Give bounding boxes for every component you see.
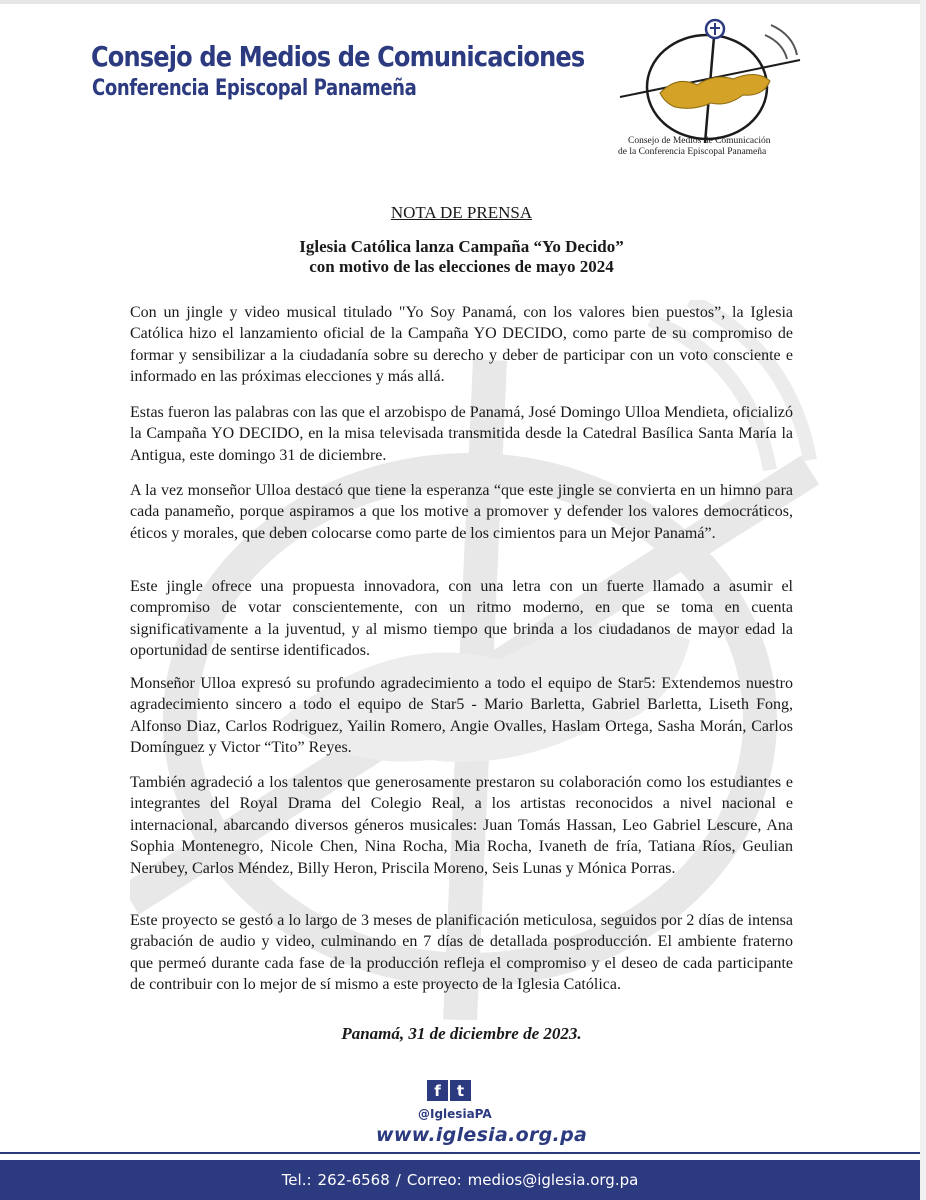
paragraph-4: Este jingle ofrece una propuesta innovadora, con una letra con un fuerte llamado a asumir el compromiso de votar conscientemente, con un ritmo moderno, en que se toma en cuenta significativamente a la juventud, y al mismo tiempo que brinda a los ciudadanos de mayor edad la oportunidad de sentirse identificados. xyxy=(130,578,793,660)
paragraph-7: Este proyecto se gestó a lo largo de 3 meses de planificación meticulosa, seguidos por 2 días de intensa grabación de audio y video, culminando en 7 días de detallada posproducción. El ambiente fraterno que permeó durante cada fase de la producción refleja el compromiso y el deseo de cada participante de contribuir con lo mejor de sí mismo a este proyecto de la Iglesia Católica. xyxy=(130,912,793,994)
email-address[interactable]: medios@iglesia.org.pa xyxy=(467,1171,639,1189)
paragraph-2: Estas fueron las palabras con las que el arzobispo de Panamá, José Domingo Ulloa Mendieta, oficializó la Campaña YO DECIDO, en la misa televisada transmitida desde la Catedral Basílica Santa María la Antigua, este domingo 31 de diciembre. xyxy=(130,404,793,464)
title-line-1: Iglesia Católica lanza Campaña “Yo Decido” xyxy=(299,237,624,256)
paragraph-3: A la vez monseñor Ulloa destacó que tiene la esperanza “que este jingle se convierta en un himno para cada panameño, porque aspiramos a que los motive a promover y defender los valores democráticos, éticos y morales, que deben colocarse como parte de los cimientos para un Mejor Panamá”. xyxy=(130,482,793,542)
title-line-2: con motivo de las elecciones de mayo 2024 xyxy=(309,257,614,276)
right-edge xyxy=(920,0,926,1200)
top-edge xyxy=(0,0,926,4)
social-icons xyxy=(427,1080,471,1101)
document-title xyxy=(130,237,793,277)
footer-rule xyxy=(0,1152,920,1154)
organization-subtitle: Conferencia Episcopal Panameña xyxy=(92,76,417,101)
footer-separator: / xyxy=(395,1171,401,1189)
facebook-icon[interactable]: f xyxy=(427,1080,448,1101)
logo-caption xyxy=(618,136,818,158)
paragraph-6: También agradeció a los talentos que generosamente prestaron su colaboración como los estudiantes e integrantes del Royal Drama del Colegio Real, a los artistas reconocidos a nivel nacional e internacional, abarcando diversos géneros musicales: Juan Tomás Hassan, Leo Gabriel Lescure, Ana Sophia Montenegro, Nicole Chen, Nina Rocha, Mia Rocha, Ivaneth de fría, Tatiana Ríos, Geulian Nerubey, Carlos Méndez, Billy Heron, Priscila Moreno, Seis Lunas y Mónica Porras. xyxy=(130,774,793,877)
email-label: Correo: xyxy=(406,1171,462,1189)
phone-label: Tel.: xyxy=(281,1171,312,1189)
logo-caption-line-2: de la Conferencia Episcopal Panameña xyxy=(618,147,767,157)
twitter-icon[interactable]: t xyxy=(450,1080,471,1101)
website-link[interactable]: www.iglesia.org.pa xyxy=(376,1124,588,1146)
logo-caption-line-1: Consejo de Medios de Comunicación xyxy=(628,136,771,146)
phone-number: 262-6568 xyxy=(317,1171,390,1189)
paragraph-1: Con un jingle y video musical titulado "Yo Soy Panamá, con los valores bien puestos”, la Iglesia Católica hizo el lanzamiento oficial de la Campaña YO DECIDO, como parte de su compromiso de formar y sensibilizar a la ciudadanía sobre su derecho y deber de participar con un voto consciente e informado en las próximas elecciones y más allá. xyxy=(130,304,793,386)
footer-contact-bar xyxy=(0,1160,920,1200)
social-handle: @IglesiaPA xyxy=(418,1107,492,1121)
document-kind: NOTA DE PRENSA xyxy=(390,203,533,222)
paragraph-5: Monseñor Ulloa expresó su profundo agradecimiento a todo el equipo de Star5: Extendemos nuestro agradecimiento sincero a todo el equipo de Star5 - Mario Barletta, Gabriel Barletta, Liseth Fong, Alfonso Diaz, Carlos Rodriguez, Yailin Romero, Angie Ovalles, Haslam Ortega, Sasha Morán, Carlos Domínguez y Victor “Tito” Reyes. xyxy=(130,675,793,757)
date-line: Panamá, 31 de diciembre de 2023. xyxy=(341,1024,582,1043)
cec-logo-icon xyxy=(615,15,805,145)
organization-name: Consejo de Medios de Comunicaciones xyxy=(91,40,585,73)
